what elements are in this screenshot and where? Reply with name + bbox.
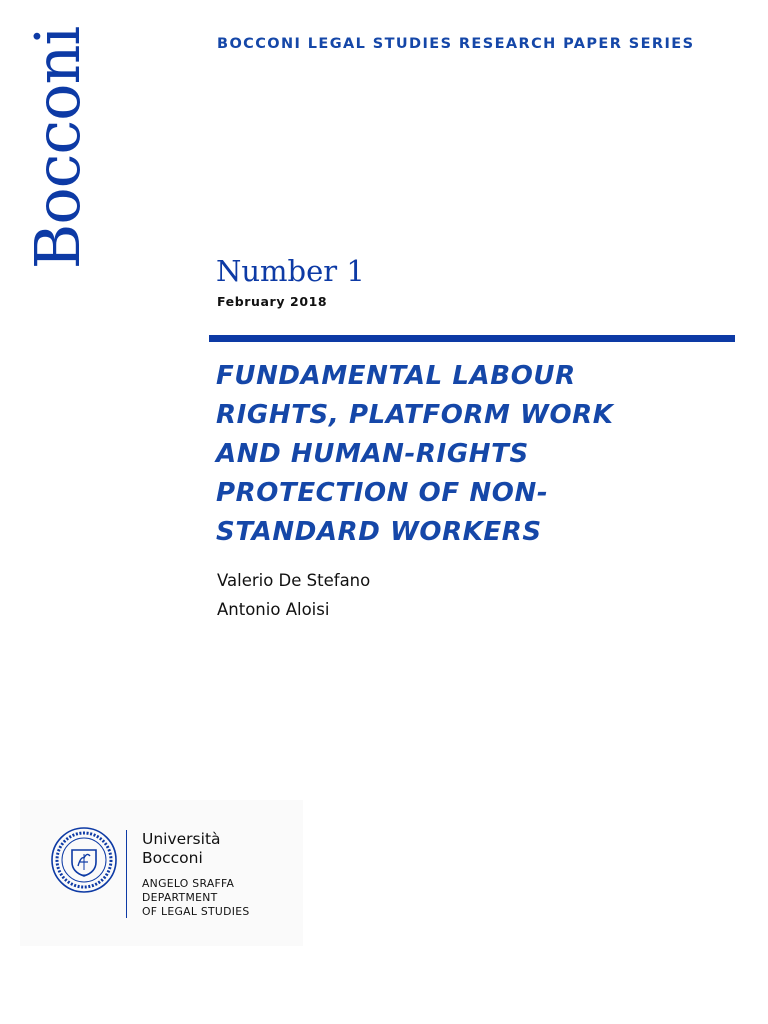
bocconi-vertical-logo	[21, 26, 94, 270]
title-line: STANDARD WORKERS	[216, 517, 542, 547]
university-name	[142, 830, 221, 868]
department-name-line: OF LEGAL STUDIES	[142, 905, 250, 918]
department-name-line: ANGELO SRAFFA	[142, 877, 235, 890]
paper-number: Number 1	[216, 254, 365, 288]
department-name-line: DEPARTMENT	[142, 891, 218, 904]
title-line: FUNDAMENTAL LABOUR	[216, 361, 576, 391]
publication-date: February 2018	[217, 294, 328, 309]
author-name: Valerio De Stefano	[217, 571, 371, 590]
paper-title	[216, 357, 736, 552]
author-name: Antonio Aloisi	[217, 600, 330, 619]
university-name-line: Bocconi	[142, 849, 203, 867]
author-list	[217, 566, 370, 624]
department-name	[142, 877, 250, 919]
university-seal-icon	[50, 826, 118, 894]
title-line: PROTECTION OF NON-	[216, 478, 549, 508]
university-name-line: Università	[142, 830, 221, 848]
vertical-logo-text: Bocconi	[21, 26, 94, 270]
series-title: BOCCONI LEGAL STUDIES RESEARCH PAPER SERIES	[217, 36, 695, 52]
title-line: AND HUMAN-RIGHTS	[216, 439, 529, 469]
logo-divider	[126, 830, 127, 918]
title-divider	[209, 335, 735, 342]
title-line: RIGHTS, PLATFORM WORK	[216, 400, 614, 430]
